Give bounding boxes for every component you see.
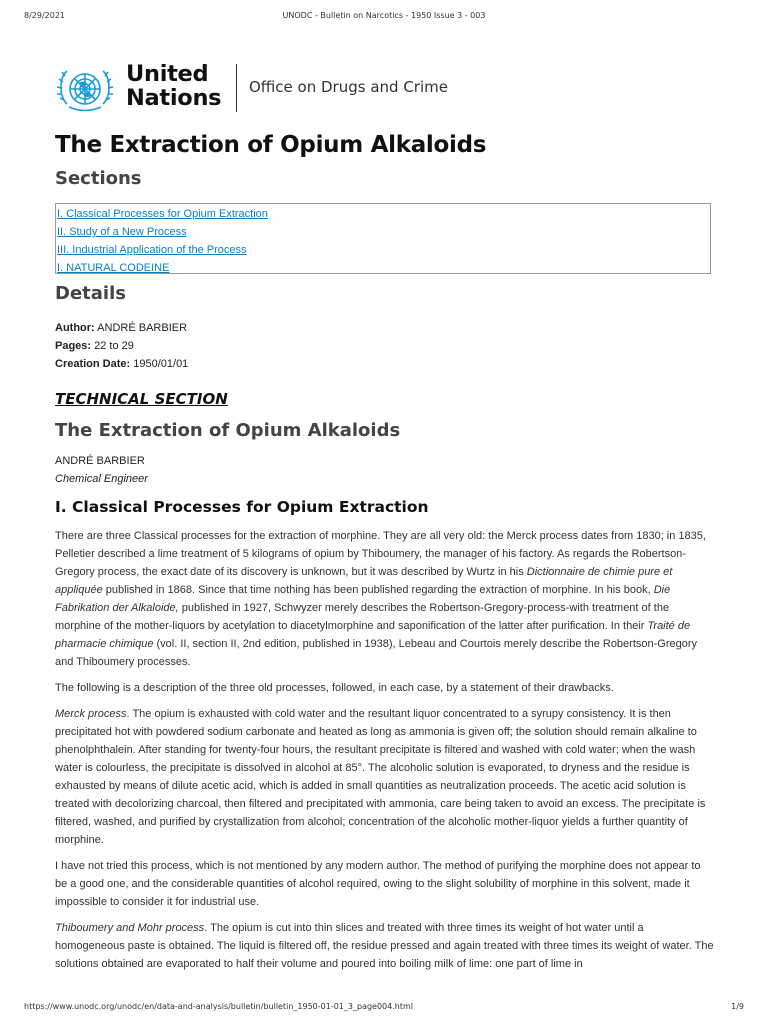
paragraph-intro [55, 527, 715, 671]
print-title: UNODC - Bulletin on Narcotics - 1950 Issue 3 - 003 [282, 11, 486, 20]
sections-list [55, 203, 711, 274]
process-name-thiboumery: Thiboumery and Mohr process [55, 922, 205, 934]
details-block [55, 319, 188, 373]
organization-name [126, 62, 221, 110]
pages-label: Pages: [55, 340, 92, 352]
creation-date-value: 1950/01/01 [133, 358, 189, 370]
section-link-natural-codeine[interactable]: I. NATURAL CODEINE [57, 262, 170, 274]
section-link-classical-processes[interactable]: I. Classical Processes for Opium Extraction [57, 208, 268, 220]
creation-date-label: Creation Date: [55, 358, 131, 370]
article-body [55, 527, 715, 981]
print-date: 8/29/2021 [24, 11, 66, 20]
page-title: The Extraction of Opium Alkaloids [55, 132, 487, 158]
text-run: published in 1927, Schwyzer merely describes the Robertson-Gregory-process-with treatment of the morphine of the mother-liquors by acetylation to diacetylmorphine and saponification of the latter after purification. In their [55, 602, 670, 632]
paragraph-overview: The following is a description of the three old processes, followed, in each case, by a statement of their drawbacks. [55, 682, 614, 694]
un-emblem-icon[interactable] [55, 64, 115, 116]
paragraph-merck-assessment: I have not tried this process, which is not mentioned by any modern author. The method of purifying the morphine does not appear to be a good one, and the considerable quantities of alcohol required, owing to the slight solubility of morphine in this solvent, made it impossible to consider it for industrial use. [55, 860, 701, 908]
print-page-number: 1/9 [731, 1002, 744, 1011]
author-value: ANDRÉ BARBIER [97, 322, 188, 334]
brand-divider [236, 64, 237, 112]
text-run: (vol. II, section II, 2nd edition, published in 1938), Lebeau and Courtois merely describe the Robertson-Gregory and Thiboumery processes. [55, 638, 698, 668]
section-heading-classical: I. Classical Processes for Opium Extraction [55, 498, 429, 516]
section-link-new-process[interactable]: II. Study of a New Process [57, 226, 187, 238]
article-author-block [55, 452, 148, 488]
creation-date-row [55, 355, 188, 373]
article-author-role: Chemical Engineer [55, 473, 148, 485]
text-run: . The opium is exhausted with cold water and the resultant liquor concentrated to a syrupy consistency. It is then precipitated hot with powdered sodium carbonate and heated as long as ammonia is given off; the solution should remain alkaline to phenolphthalein. After standing for twenty-four hours, the resultant precipitate is filtered and washed with cold water; when the wash water is colourless, the precipitate is dissolved in alcohol at 85°. The alcoholic solution is evaporated, to dryness and the residue is exhausted by means of dilute acetic acid, which is added in small quantities as neutralization proceeds. The acetic acid solution is treated with decolorizing charcoal, then filtered and precipitated with ammonia, care being taken to avoid an excess. The precipitate is filtered, washed, and purified by crystallization from alcohol; concentration of the alcoholic mother-liquor yields a further quantity of morphine. [55, 708, 706, 846]
text-run: published in 1868. Since that time nothing has been published regarding the extraction of morphine. In his book, [102, 584, 654, 596]
main-content [55, 60, 715, 970]
section-link-industrial-application[interactable]: III. Industrial Application of the Process [57, 244, 247, 256]
paragraph-thiboumery-process [55, 919, 715, 973]
book-title-traite: Traité de pharmacie chimique [55, 620, 691, 650]
paragraph-merck-process [55, 705, 715, 849]
org-name-line2: Nations [126, 85, 222, 111]
technical-section-label: TECHNICAL SECTION [55, 390, 228, 408]
text-run: . The opium is cut into thin slices and treated with three times its weight of hot water until a homogeneous paste is obtained. The liquid is filtered off, the residue pressed and again treated with three times its weight of water. The solutions obtained are evaporated to half their volume and poured into boiling milk of lime: one part of lime in [55, 922, 714, 970]
process-name-merck: Merck process [55, 708, 127, 720]
pages-value: 22 to 29 [94, 340, 134, 352]
article-title: The Extraction of Opium Alkaloids [55, 420, 401, 441]
sections-heading: Sections [55, 168, 142, 189]
author-row [55, 319, 188, 337]
details-heading: Details [55, 283, 126, 304]
pages-row [55, 337, 188, 355]
print-url: https://www.unodc.org/unodc/en/data-and-analysis/bulletin/bulletin_1950-01-01_3_page004.html [24, 1002, 413, 1011]
book-title-dictionnaire: Dictionnaire de chimie pure et appliquée [55, 566, 673, 596]
text-run: There are three Classical processes for the extraction of morphine. They are all very old: the Merck process dates from 1830; in 1835, Pelletier described a lime treatment of 5 kilograms of opium by Thiboumery, the manager of his factory. As regards the Robertson-Gregory process, the exact date of its discovery is unknown, but it was described by Wurtz in his [55, 530, 706, 578]
article-author: ANDRÉ BARBIER [55, 455, 145, 467]
brand-header [55, 60, 715, 120]
author-label: Author: [55, 322, 95, 334]
book-title-fabrikation: Die Fabrikation der Alkaloide, [55, 584, 671, 614]
org-name-line1: United [126, 61, 209, 87]
office-name: Office on Drugs and Crime [249, 78, 448, 96]
